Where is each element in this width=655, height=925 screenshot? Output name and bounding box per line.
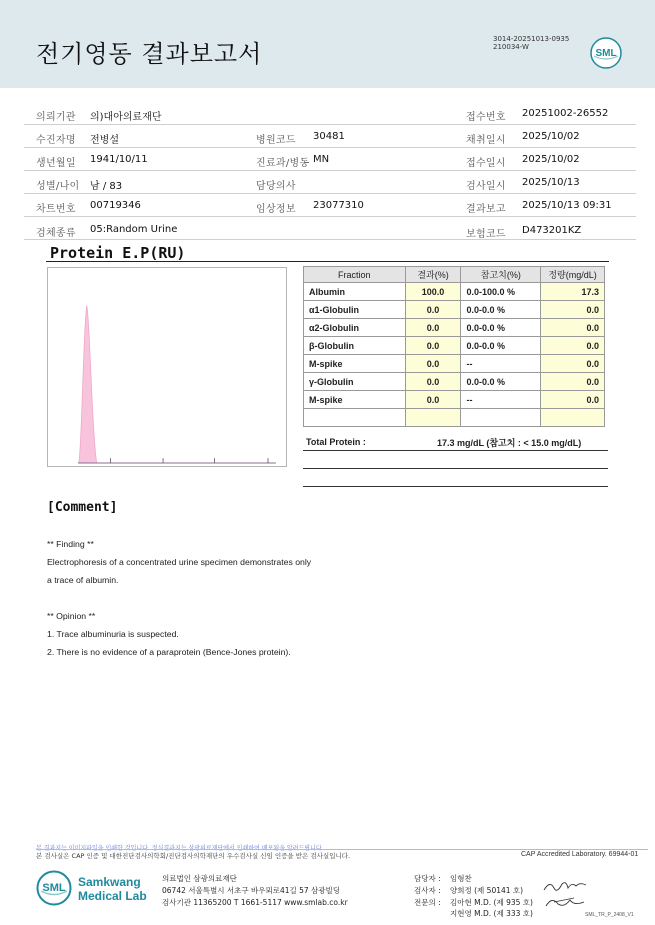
info-divider [24,124,636,125]
fraction-name: M-spike [304,391,406,409]
info-label: 성별/나이 [36,181,80,192]
staff-name: 김아현 M.D. (제 935 호) [450,898,533,907]
requesting-institution: 의)대아의료재단 [90,112,162,123]
info-label: 차트번호 [36,204,76,215]
form-code: SML_TR_P_2408_V1 [585,912,634,918]
column-header: 정량(mg/dL) [541,267,605,283]
fraction-reference: -- [461,391,541,409]
patient-name: 전병설 [90,135,119,146]
fraction-reference: 0.0-0.0 % [461,301,541,319]
fraction-quantity: 0.0 [541,355,605,373]
empty-cell [541,409,605,427]
comment-title: [Comment] [47,500,118,515]
staff-name: 임형찬 [450,874,472,883]
staff-name: 양희정 (제 50141 호) [450,886,524,895]
info-divider [24,193,636,194]
empty-cell [304,409,406,427]
image-notice: 본 결과지는 이미지파일을 인쇄한 것입니다. 정식결과지는 삼광의료재단에서 인쇄하여 배포됨을 알려드립니다. [36,845,324,852]
fraction-reference: 0.0-0.0 % [461,319,541,337]
total-rule [303,450,608,451]
finding-line: Electrophoresis of a concentrated urine specimen demonstrates only [47,557,312,567]
finding-heading: ** Finding ** [47,539,94,549]
collection-date: 2025/10/02 [522,131,580,142]
brand-name-line1: Samkwang [78,875,141,889]
org-name: 의료법인 삼광의료재단 [162,874,237,883]
chart-number: 00719346 [90,200,141,211]
sex-age: 남 / 83 [90,181,123,192]
fraction-result: 0.0 [405,355,461,373]
table-row [304,319,605,337]
fraction-name: M-spike [304,355,406,373]
fraction-reference: 0.0-0.0 % [461,337,541,355]
signature-image [540,876,590,912]
info-label: 생년월일 [36,158,76,169]
test-title: Protein E.P(RU) [50,244,186,262]
info-label: 수진자명 [36,135,76,146]
fraction-result: 0.0 [405,337,461,355]
cap-accreditation: CAP Accredited Laboratory. 69944-01 [521,851,639,858]
info-label: 임상정보 [256,204,296,215]
receipt-date: 2025/10/02 [522,154,580,165]
info-label: 결과보고 [466,204,506,215]
column-header: Fraction [304,267,406,283]
clinical-info: 23077310 [313,200,364,211]
fraction-result: 0.0 [405,301,461,319]
finding-line: a trace of albumin. [47,575,119,585]
org-contact: 검사기관 11365200 T 1661-5117 www.smlab.co.kr [162,898,348,907]
fraction-result: 100.0 [405,283,461,301]
info-label: 담당의사 [256,181,296,192]
info-label: 검체종류 [36,228,76,239]
sml-logo-text: SML [595,48,617,59]
fraction-table [303,266,605,427]
info-divider [24,239,636,240]
opinion-line: 1. Trace albuminuria is suspected. [47,629,179,639]
hospital-code: 30481 [313,131,345,142]
footer-rule [36,849,648,850]
test-date: 2025/10/13 [522,177,580,188]
table-row [304,373,605,391]
total-protein-label: Total Protein : [306,437,366,447]
fraction-quantity: 0.0 [541,391,605,409]
page-title: 전기영동 결과보고서 [36,40,263,68]
sml-logo-icon [590,37,622,69]
samkwang-logo-icon [36,870,72,906]
fraction-result: 0.0 [405,391,461,409]
fraction-reference: -- [461,355,541,373]
accreditation-notice: 본 검사실은 CAP 인증 및 대한진단검사의학회/진단검사의학재단의 우수검사실 신임 인증을 받은 검사실입니다. [36,852,351,860]
fraction-name: Albumin [304,283,406,301]
fraction-result: 0.0 [405,319,461,337]
info-label: 채취일시 [466,135,506,146]
insurance-code: D473201KZ [522,225,582,236]
electrophoresis-graph [47,267,287,467]
blank-rule [303,468,608,469]
empty-cell [405,409,461,427]
department-ward: MN [313,154,330,165]
fraction-name: α2-Globulin [304,319,406,337]
receipt-number: 20251002-26552 [522,108,609,119]
document-id-line2: 210034-W [493,43,529,51]
info-label: 접수일시 [466,158,506,169]
fraction-quantity: 17.3 [541,283,605,301]
table-row [304,391,605,409]
staff-role: 검사자 : [414,886,441,895]
brand-name-line2: Medical Lab [78,889,147,903]
table-row [304,355,605,373]
fraction-name: γ-Globulin [304,373,406,391]
info-divider [24,170,636,171]
blank-rule [303,486,608,487]
info-label: 접수번호 [466,112,506,123]
fraction-quantity: 0.0 [541,319,605,337]
opinion-line: 2. There is no evidence of a paraprotein (Bence-Jones protein). [47,647,291,657]
org-address: 06742 서울특별시 서초구 바우뫼로41길 57 삼광빌딩 [162,886,341,895]
info-label: 검사일시 [466,181,506,192]
column-header: 참고치(%) [461,267,541,283]
fraction-result: 0.0 [405,373,461,391]
staff-name: 지현영 M.D. (제 333 호) [450,909,533,918]
info-label: 진료과/병동 [256,158,310,169]
table-row-empty [304,409,605,427]
table-row [304,337,605,355]
report-datetime: 2025/10/13 09:31 [522,200,612,211]
fraction-name: β-Globulin [304,337,406,355]
fraction-reference: 0.0-0.0 % [461,373,541,391]
specimen-type: 05:Random Urine [90,224,178,235]
column-header: 결과(%) [405,267,461,283]
title-rule [46,261,609,262]
staff-role: 전문의 : [414,898,441,907]
birth-date: 1941/10/11 [90,154,148,165]
empty-cell [461,409,541,427]
total-protein-value: 17.3 mg/dL (참고치 : < 15.0 mg/dL) [437,438,582,448]
info-label: 병원코드 [256,135,296,146]
fraction-quantity: 0.0 [541,373,605,391]
document-id-line1: 3014-20251013-0935 [493,35,570,43]
info-label: 의뢰기관 [36,112,76,123]
opinion-heading: ** Opinion ** [47,611,96,621]
info-label: 보험코드 [466,229,506,240]
table-header-row [304,267,605,283]
staff-role: 담당자 : [414,874,441,883]
fraction-quantity: 0.0 [541,301,605,319]
info-divider [24,216,636,217]
table-row [304,283,605,301]
samkwang-logo-text: SML [42,882,66,894]
fraction-name: α1-Globulin [304,301,406,319]
table-row [304,301,605,319]
fraction-quantity: 0.0 [541,337,605,355]
fraction-reference: 0.0-100.0 % [461,283,541,301]
albumin-peak [79,306,97,463]
info-divider [24,147,636,148]
document-id [493,35,569,51]
